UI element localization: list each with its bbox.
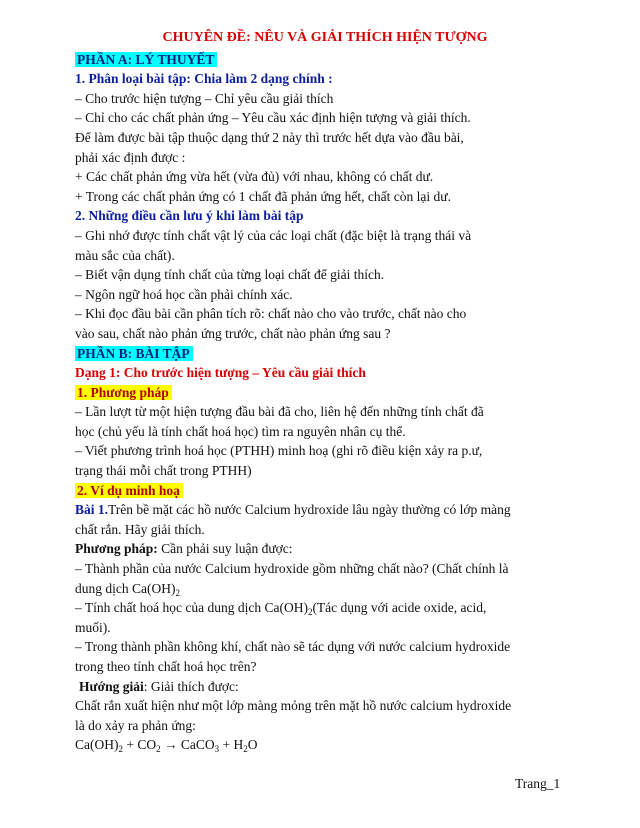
solution-intro [75, 677, 575, 697]
subscript: 2 [118, 744, 123, 755]
equation-part: + CO [123, 737, 157, 753]
method-label: 1. Phương pháp [75, 385, 172, 400]
subscript: 3 [214, 744, 220, 755]
part-a-heading [75, 50, 575, 70]
part-a-label: PHẦN A: LÝ THUYẾT [75, 52, 217, 67]
method-point-text: – Tính chất hoá học của dung dịch Ca(OH) [75, 600, 308, 616]
method-point-text: (Tác dụng với acide oxide, acid, [312, 600, 487, 616]
method-point: trong theo tính chất hoá học trên? [75, 659, 257, 674]
solution-line: Chất rắn xuất hiện như một lớp màng mỏng trên mặt hồ nước calcium hydroxide [75, 698, 512, 714]
section-1-heading: 1. Phân loại bài tập: Chia làm 2 dạng chính : [75, 71, 333, 87]
equation-part: O [247, 737, 258, 753]
subscript: 2 [156, 744, 161, 755]
section-1-line: + Các chất phản ứng vừa hết (vừa đủ) với nhau, không có chất dư. [75, 169, 434, 185]
section-2-line: màu sắc của chất). [75, 247, 175, 263]
subscript: 2 [175, 587, 180, 598]
method-heading [75, 383, 575, 403]
method-point [75, 598, 575, 618]
section-1-line: – Chỉ cho các chất phản ứng – Yêu cầu xác định hiện tượng và giải thích. [75, 110, 471, 126]
section-2-line: vào sau, chất nào phản ứng trước, chất nào phản ứng sau ? [75, 325, 391, 341]
method-point [75, 579, 575, 599]
method-line: – Viết phương trình hoá học (PTHH) minh hoạ (ghi rõ điều kiện xảy ra p.ư, [75, 443, 483, 459]
method-intro [75, 539, 575, 559]
document-page [75, 28, 575, 755]
section-2-line: – Biết vận dụng tính chất của từng loại chất để giải thích. [75, 267, 385, 283]
method-point: muối). [75, 619, 111, 635]
document-title: CHUYÊN ĐỀ: NÊU VÀ GIẢI THÍCH HIỆN TƯỢNG [162, 30, 488, 45]
method-line: – Lần lượt từ một hiện tượng đầu bài đã cho, liên hệ đến những tính chất đã [75, 404, 484, 420]
exercise-1 [75, 500, 575, 520]
section-1-line: – Cho trước hiện tượng – Chỉ yêu cầu giải thích [75, 90, 334, 106]
section-1-line: phải xác định được : [75, 149, 186, 165]
section-2-line: – Khi đọc đầu bài cần phân tích rõ: chất nào cho vào trước, chất nào cho [75, 306, 467, 322]
method-point: – Thành phần của nước Calcium hydroxide gồm những chất nào? (Chất chính là [75, 561, 509, 577]
example-heading [75, 481, 575, 501]
example-label: 2. Ví dụ minh hoạ [75, 483, 183, 498]
equation-part: + H [219, 737, 244, 753]
section-2-line: – Ngôn ngữ hoá học cần phải chính xác. [75, 286, 293, 302]
method-point: – Trong thành phần không khí, chất nào sẽ tác dụng với nước calcium hydroxide [75, 639, 511, 655]
dang-1-heading: Dạng 1: Cho trước hiện tượng – Yêu cầu giải thích [75, 365, 366, 381]
solution-label: Hướng giải [79, 678, 144, 694]
solution-intro-text: : Giải thích được: [143, 678, 239, 694]
section-1-line: + Trong các chất phản ứng có 1 chất đã phản ứng hết, chất còn lại dư. [75, 188, 451, 204]
exercise-1-text-cont: chất rắn. Hãy giải thích. [75, 521, 205, 537]
exercise-1-label: Bài 1. [75, 502, 109, 518]
section-1-line: Để làm được bài tập thuộc dạng thứ 2 này thì trước hết dựa vào đầu bài, [75, 129, 464, 145]
method-intro-text: Cần phải suy luận được: [157, 541, 293, 557]
method-intro-label: Phương pháp: [75, 541, 158, 557]
subscript: 2 [243, 744, 248, 755]
method-line: học (chủ yếu là tính chất hoá học) tìm ra nguyên nhân cụ thể. [75, 423, 406, 439]
part-b-heading [75, 344, 575, 364]
equation-part: Ca(OH) [75, 737, 119, 753]
page-number: Trang_1 [515, 776, 561, 791]
subscript: 2 [307, 607, 313, 618]
section-2-line: – Ghi nhớ được tính chất vật lý của các loại chất (đặc biệt là trạng thái và [75, 227, 472, 243]
method-line: trạng thái mỗi chất trong PTHH) [75, 463, 252, 479]
part-b-label: PHẦN B: BÀI TẬP [75, 346, 193, 361]
equation-part: → CaCO [160, 737, 215, 753]
chemical-equation [75, 735, 575, 755]
solution-line: là do xảy ra phản ứng: [75, 717, 196, 733]
exercise-1-text: Trên bề mặt các hồ nước Calcium hydroxide lâu ngày thường có lớp màng [108, 502, 511, 518]
method-point-text: dung dịch Ca(OH) [75, 580, 176, 596]
section-2-heading: 2. Những điều cần lưu ý khi làm bài tập [75, 208, 304, 224]
